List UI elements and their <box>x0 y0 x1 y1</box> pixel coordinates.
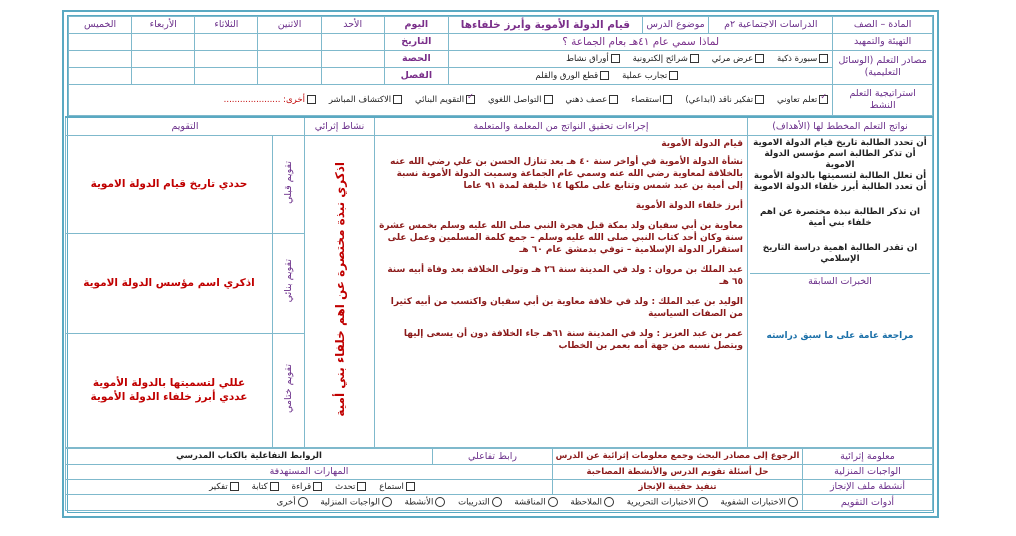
formative-eval-label: تقويم بنائي <box>283 259 294 303</box>
radio-icon <box>604 497 614 507</box>
tools-row <box>66 494 803 510</box>
checkbox-icon <box>307 95 316 104</box>
class-cell-3[interactable] <box>195 67 258 84</box>
date-cell-3[interactable] <box>195 33 258 50</box>
radio-icon <box>698 497 708 507</box>
checkbox-icon <box>611 54 620 63</box>
link-label: رابط تفاعلي <box>433 448 553 464</box>
skills-label: المهارات المستهدفة <box>66 464 553 479</box>
procedure-text-3: عبد الملك بن مروان : ولد في المدينة سنة ٢٦ هـ وتولى الخلافة بعد وفاة أبيه سنة ٦٥ هـ <box>387 264 743 287</box>
resources-label: مصادر التعلم (الوسائل التعليمية) <box>833 50 933 84</box>
final-eval-value-2: عددي أبرز خلفاء الدولة الأموية <box>90 391 248 403</box>
day-label: اليوم <box>384 17 448 34</box>
skill-speaking[interactable]: تحدث <box>335 482 368 492</box>
checkbox-icon <box>755 54 764 63</box>
portfolio-value: تنفيذ حقيبة الإنجاز <box>553 479 803 494</box>
checkbox-icon <box>406 482 415 491</box>
checkbox-checked-icon <box>819 95 828 104</box>
resource-video[interactable]: عرض مرئي <box>712 54 766 64</box>
radio-icon <box>382 497 392 507</box>
tool-written[interactable]: الاختبارات التحريرية <box>627 497 710 508</box>
footer-table <box>65 448 933 511</box>
resource-smartboard[interactable]: سبورة ذكية <box>777 54 830 64</box>
objective-4: أن تعدد الطالبة أبرز خلفاء الدولة الاموية <box>753 181 927 192</box>
tool-other[interactable]: أخرى <box>277 497 310 508</box>
pre-eval-label: تقويم قبلي <box>283 160 294 204</box>
checkbox-icon <box>663 95 672 104</box>
col-objectives-header: نواتج التعلم المخطط لها (الأهداف) <box>748 117 933 135</box>
radio-icon <box>548 497 558 507</box>
lesson-plan-page <box>62 10 939 518</box>
resources-row-1 <box>448 50 832 67</box>
enrich-value: الرجوع إلى مصادر البحث وجمع معلومات إثرائية عن الدرس <box>553 448 803 464</box>
portfolio-label: أنشطة ملف الإنجاز <box>803 479 933 494</box>
formative-eval-label-cell <box>273 233 305 333</box>
class-cell-4[interactable] <box>132 67 195 84</box>
resource-slides[interactable]: شرائح إلكترونية <box>633 54 701 64</box>
prior-label: الخبرات السابقة <box>750 273 930 287</box>
strategy-brainstorm[interactable]: عصف ذهني <box>565 95 620 105</box>
topic-label: موضوع الدرس <box>642 17 708 34</box>
strategies-row <box>69 84 833 116</box>
lesson-plan-inner-border <box>67 15 934 513</box>
day-tuesday: الثلاثاء <box>195 17 258 34</box>
procedure-title-1: قيام الدولة الأموية <box>661 138 743 149</box>
class-cell-2[interactable] <box>258 67 321 84</box>
final-eval-value-1: عللي لتسميتها بالدولة الأموية <box>92 377 246 389</box>
resource-worksheets[interactable]: أوراق نشاط <box>566 54 622 64</box>
prior-value: مراجعة عامة على ما سبق دراسته <box>766 330 914 341</box>
checkbox-icon <box>357 482 366 491</box>
final-eval-cell <box>66 333 273 447</box>
day-wednesday: الأربعاء <box>132 17 195 34</box>
checkbox-icon <box>393 95 402 104</box>
day-sunday: الأحد <box>321 17 384 34</box>
day-thursday: الخميس <box>69 17 132 34</box>
procedure-text-2: معاوية بن أبي سفيان ولد بمكة قبل هجرة النبي صلى الله عليه وسلم بخمس عشرة سنة وكان أحد كتاب النبي صلى الله عليه وسلم – جمع كلمة المسلمين وعمل على استقرار الدولة الإسلامية – توفي بدمشق عام ٦٠ هـ <box>379 220 743 255</box>
date-cell-5[interactable] <box>69 33 132 50</box>
period-cell-5[interactable] <box>69 50 132 67</box>
main-table <box>65 116 933 448</box>
day-monday: الاثنين <box>258 17 321 34</box>
final-eval-label-cell <box>273 333 305 447</box>
skills-row <box>66 479 553 494</box>
header-table <box>68 16 933 116</box>
procedures-cell <box>375 135 748 447</box>
enrich-label: معلومة إثرائية <box>803 448 933 464</box>
tools-label: أدوات التقويم <box>803 494 933 510</box>
radio-icon <box>435 497 445 507</box>
procedure-title-2: أبرز خلفاء الدولة الأموية <box>635 200 743 211</box>
period-cell-3[interactable] <box>195 50 258 67</box>
objective-5: ان تذكر الطالبة نبذة مختصرة عن اهم خلفاء بني أمية <box>759 206 921 228</box>
tool-exercises[interactable]: التدريبات <box>458 497 504 508</box>
homework-label: الواجبات المنزلية <box>803 464 933 479</box>
subject-value: الدراسات الاجتماعية ٢م <box>709 17 833 34</box>
tool-observation[interactable]: الملاحظة <box>570 497 616 508</box>
topic-value: قيام الدولة الأموية وأبرز خلفاءها <box>448 17 642 34</box>
period-cell-4[interactable] <box>132 50 195 67</box>
period-label: الحصة <box>384 50 448 67</box>
intro-label: التهيئة والتمهيد <box>833 33 933 50</box>
strategy-other[interactable]: أخرى: ..................... <box>224 95 318 105</box>
formative-eval-value: اذكري اسم مؤسس الدولة الاموية <box>66 233 273 333</box>
procedure-text-1: نشأة الدولة الأموية في أواخر سنة ٤٠ هـ بعد تنازل الحسن بن علي رضي الله عنه بالخلافة لمعاوية رضي الله عنه وسمي عام الجماعة وسميت الدولة الأموية نسبة إلى أمية بن عبد شمس وتتابع على ملكها ١٤ خليفة لمدة ٩١ عاما <box>390 156 743 191</box>
radio-icon <box>492 497 502 507</box>
date-cell-1[interactable] <box>321 33 384 50</box>
tool-homework[interactable]: الواجبات المنزلية <box>320 497 394 508</box>
intro-value: لماذا سمي عام ٤١هـ بعام الجماعة ؟ <box>448 33 832 50</box>
period-cell-1[interactable] <box>321 50 384 67</box>
checkbox-icon <box>600 71 609 80</box>
radio-icon <box>788 497 798 507</box>
final-eval-label: تقويم ختامي <box>283 363 294 413</box>
strategy-formative[interactable]: ✓التقويم البنائي <box>415 95 477 105</box>
subject-label: المادة – الصف <box>833 17 933 34</box>
procedure-text-5: عمر بن عبد العزيز : ولد في المدينة سنة ٦١هـ جاء الخلافة دون أن يسعى إليها ويتصل نسبه من جهة أمه بعمر بن الخطاب <box>403 328 743 351</box>
checkbox-icon <box>755 95 764 104</box>
checkbox-icon <box>230 482 239 491</box>
date-cell-4[interactable] <box>132 33 195 50</box>
date-cell-2[interactable] <box>258 33 321 50</box>
links-label[interactable]: الروابط التفاعلية بالكتاب المدرسي <box>66 448 433 464</box>
activity-text: اذكري نبذة مختصرة عن اهم خلفاء بني أمية <box>332 161 347 417</box>
col-procedures-header: إجراءات تحقيق النواتج من المعلمة والمتعلمة <box>375 117 748 135</box>
objectives-cell <box>748 135 933 447</box>
checkbox-icon <box>313 482 322 491</box>
col-evaluation-header: التقويم <box>66 117 305 135</box>
class-cell-5[interactable] <box>69 67 132 84</box>
checkbox-icon <box>669 71 678 80</box>
checkbox-checked-icon <box>466 95 475 104</box>
checkbox-icon <box>690 54 699 63</box>
skill-thinking[interactable]: تفكير <box>209 482 241 492</box>
pre-eval-value: حددي تاريخ قيام الدولة الاموية <box>66 135 273 233</box>
strategy-language[interactable]: التواصل اللغوي <box>488 95 555 105</box>
checkbox-icon <box>270 482 279 491</box>
skill-writing[interactable]: كتابة <box>252 482 281 492</box>
homework-value: حل أسئلة تقويم الدرس والأنشطة المصاحبة <box>553 464 803 479</box>
objective-6: ان تقدر الطالبة اهمية دراسة التاريخ الإسلامي <box>762 242 918 264</box>
activity-cell <box>305 135 375 447</box>
objective-2: أن تذكر الطالبة اسم مؤسس الدولة الاموية <box>764 148 916 170</box>
checkbox-icon <box>609 95 618 104</box>
strategy-label: استراتيجية التعلم النشط <box>833 84 933 116</box>
resource-paper-pen[interactable]: قطع الورق والقلم <box>535 71 611 81</box>
resources-row-2 <box>448 67 832 84</box>
class-label: الفصل <box>384 67 448 84</box>
strategy-cooperative[interactable]: ✓تعلم تعاوني <box>777 95 830 105</box>
date-label: التاريخ <box>384 33 448 50</box>
strategy-inquiry[interactable]: استقصاء <box>631 95 674 105</box>
strategy-discovery[interactable]: الاكتشاف المباشر <box>329 95 404 105</box>
resource-experiments[interactable]: تجارب عملية <box>622 71 680 81</box>
procedure-text-4: الوليد بن عبد الملك : ولد في خلافة معاوية بن أبي سفيان واكتسب من أبيه كثيرا من الصفات السياسية <box>390 296 743 319</box>
strategy-critical[interactable]: تفكير ناقد (ابداعي) <box>685 95 766 105</box>
col-activity-header: نشاط إثرائي <box>305 117 375 135</box>
class-cell-1[interactable] <box>321 67 384 84</box>
objective-1: أن تحدد الطالبة تاريخ قيام الدولة الاموية <box>753 137 927 148</box>
radio-icon <box>298 497 308 507</box>
pre-eval-label-cell <box>273 135 305 233</box>
checkbox-icon <box>819 54 828 63</box>
tool-oral[interactable]: الاختبارات الشفوية <box>720 497 800 508</box>
skill-reading[interactable]: قراءة <box>292 482 325 492</box>
skill-listening[interactable]: استماع <box>379 482 417 492</box>
tool-discussion[interactable]: المناقشة <box>514 497 559 508</box>
period-cell-2[interactable] <box>258 50 321 67</box>
objective-3: أن تعلل الطالبة لتسميتها بالدولة الأموية <box>753 170 927 181</box>
checkbox-icon <box>544 95 553 104</box>
tool-activities[interactable]: الأنشطة <box>405 497 448 508</box>
